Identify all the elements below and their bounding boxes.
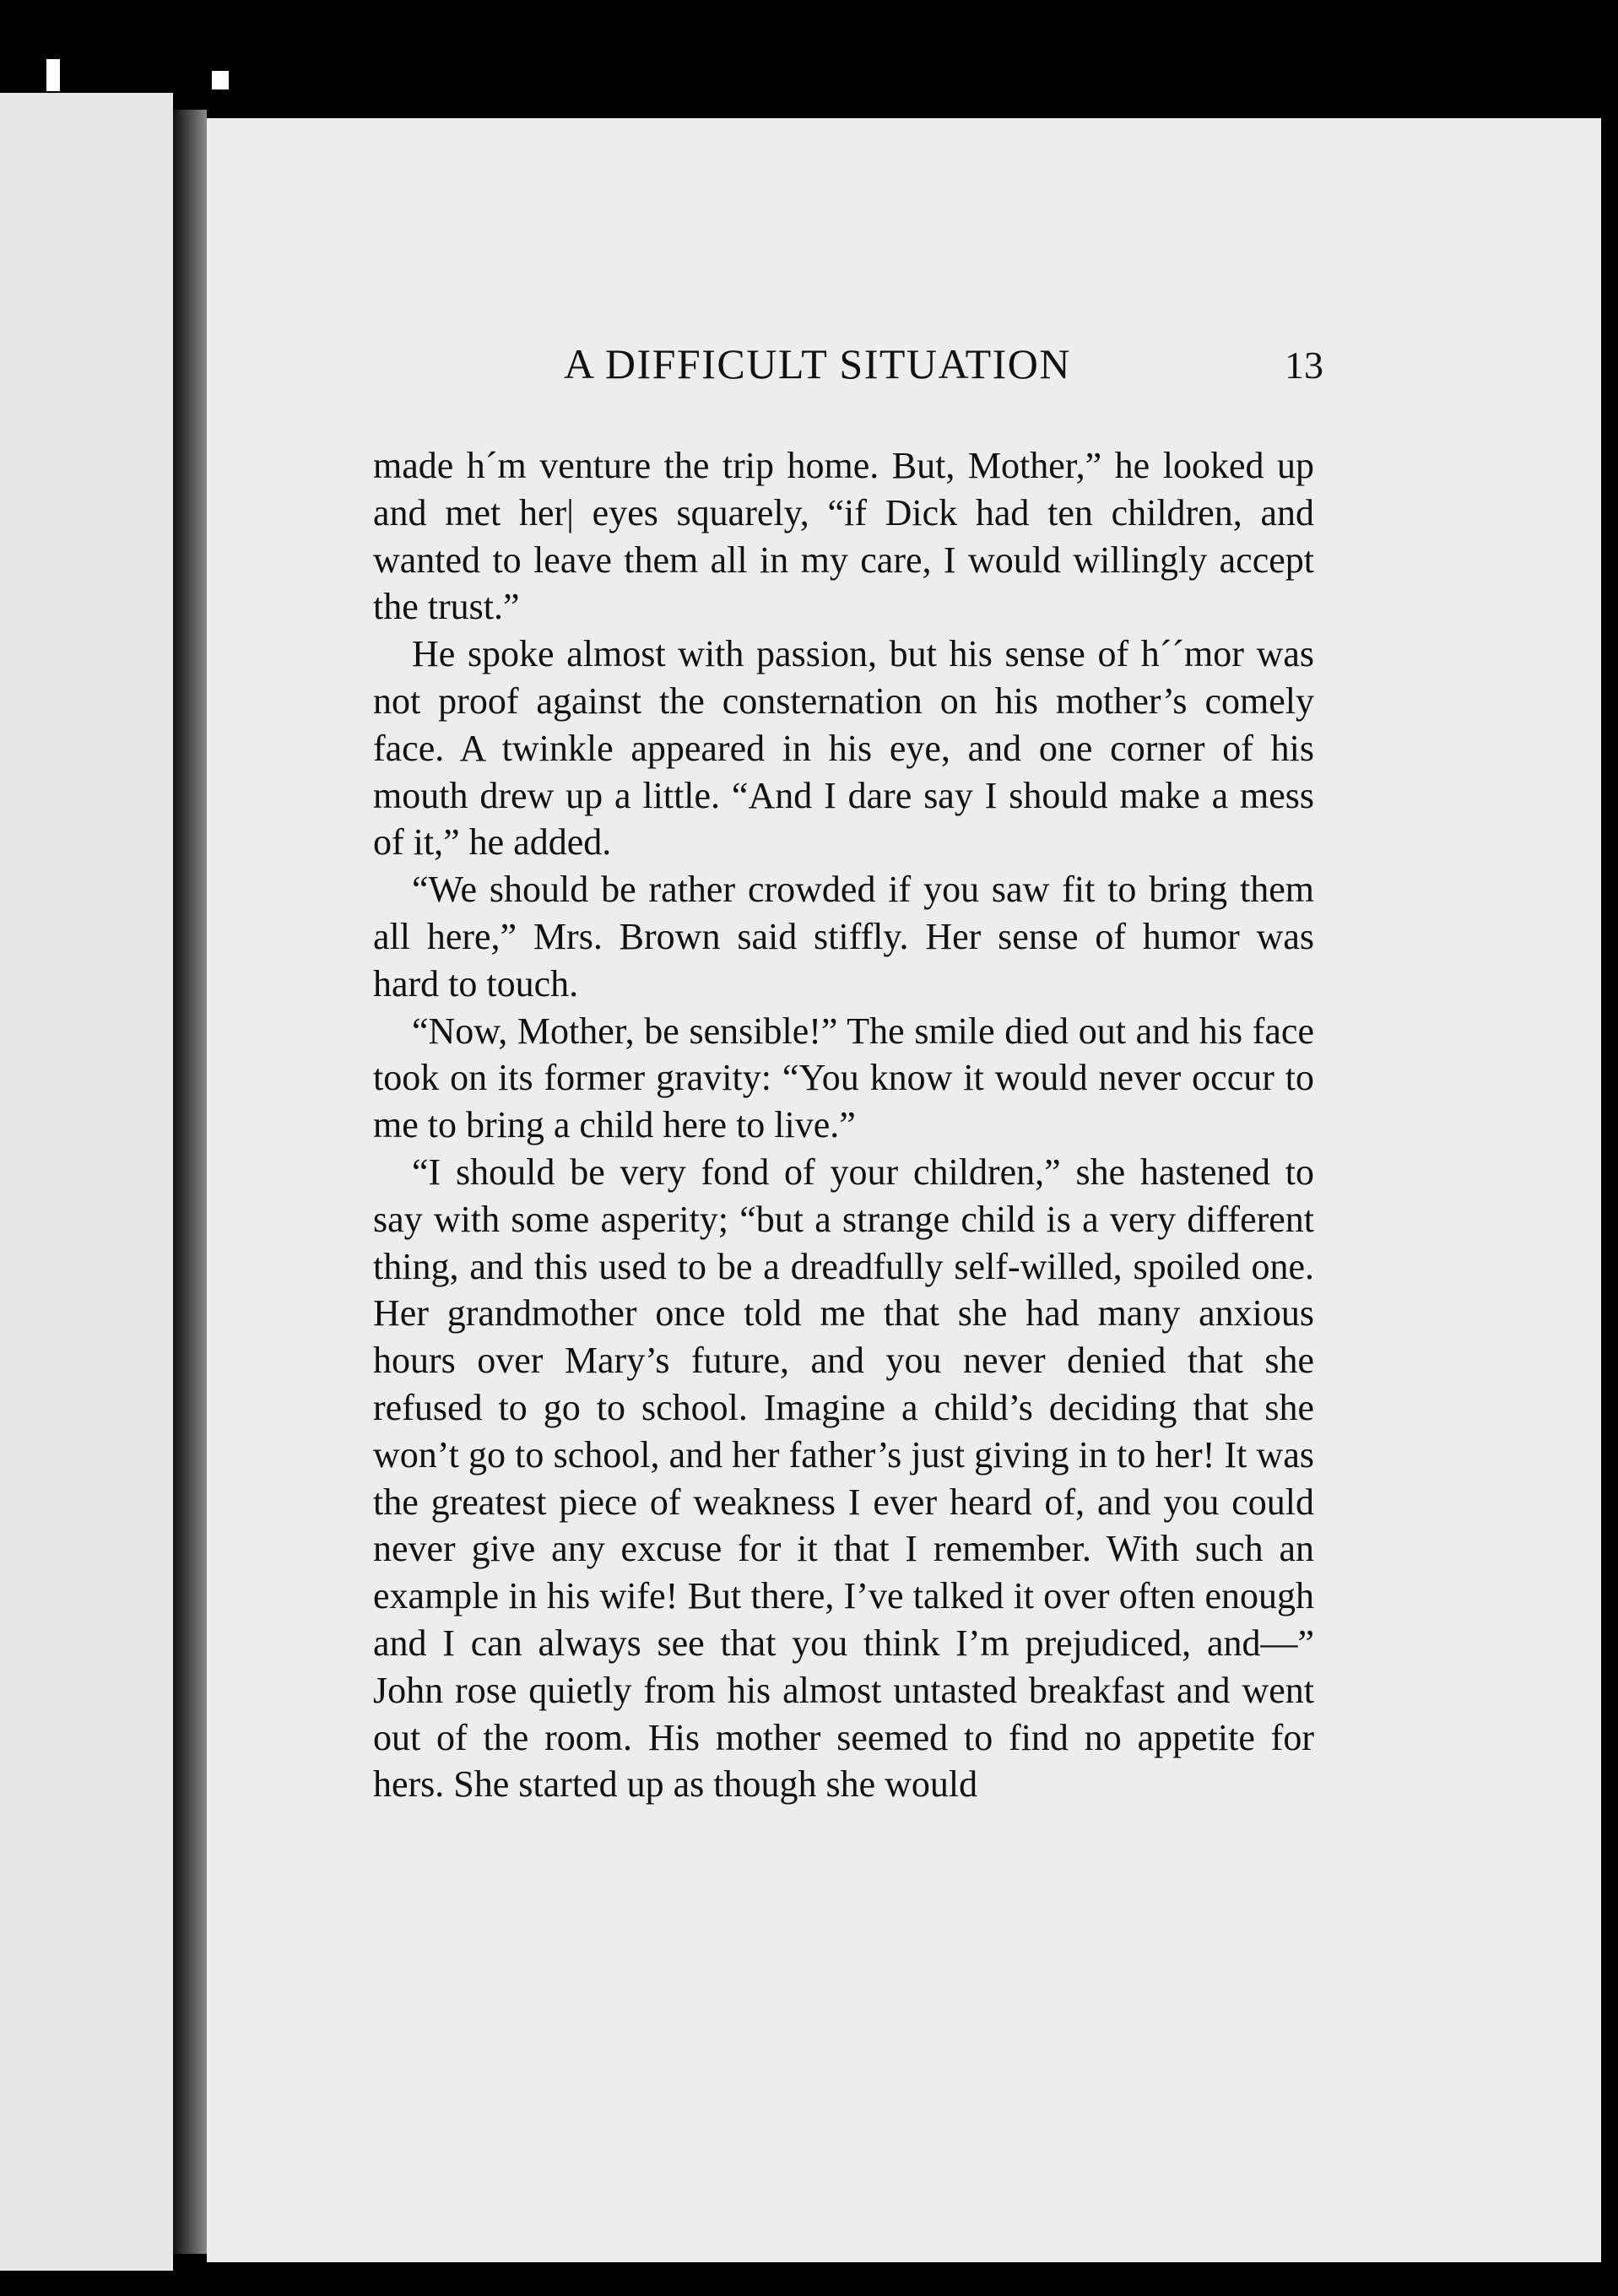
paragraph: “Now, Mother, be sensible!” The smile died out and his face took on its former gravity: “You know it would never occur to me to bring a child here to live.” xyxy=(373,1010,1314,1146)
paragraph: “I should be very fond of your children,” she hastened to say with some asperity; “but a strange child is a very different thing, and this used to be a dreadfully self-willed, spoiled one. Her grandmother once told me that she had many anxious hours over Mary’s future, and you never denied that she refused to go to school. Imagine a child’s deciding that she won’t go to school, and her father’s just giving in to her! It was the greatest piece of weakness I ever heard of, and you could never give any excuse for it that I remember. With such an example in his wife! But there, I’ve talked it over often enough and I can always see that you think I’m prejudiced, and—” John rose quietly from his almost untasted breakfast and went out of the room. His mother seemed to find no appetite for hers. She started up as though she would xyxy=(373,1151,1314,1806)
scan-speck xyxy=(212,71,229,89)
body-text xyxy=(373,442,1314,1808)
paragraph: made h´m venture the trip home. But, Mother,” he looked up and met her| eyes squarely, “if Dick had ten children, and wanted to leave them all in my care, I would willingly accept the trust.” xyxy=(373,445,1314,628)
scan-speck xyxy=(46,59,60,91)
running-title: A DIFFICULT SITUATION xyxy=(564,340,1072,387)
running-header xyxy=(564,339,1323,407)
page-number: 13 xyxy=(1285,344,1323,387)
paragraph: He spoke almost with passion, but his sense of h´´mor was not proof against the consternation on his mother’s comely face. A twinkle appeared in his eye, and one corner of his mouth drew up a little. “And I dare say I should make a mess of it,” he added. xyxy=(373,633,1314,864)
book-gutter xyxy=(173,110,207,2254)
facing-page-edge xyxy=(0,93,173,2271)
paragraph: “We should be rather crowded if you saw fit to bring them all here,” Mrs. Brown said stiffly. Her sense of humor was hard to touch. xyxy=(373,869,1314,1004)
